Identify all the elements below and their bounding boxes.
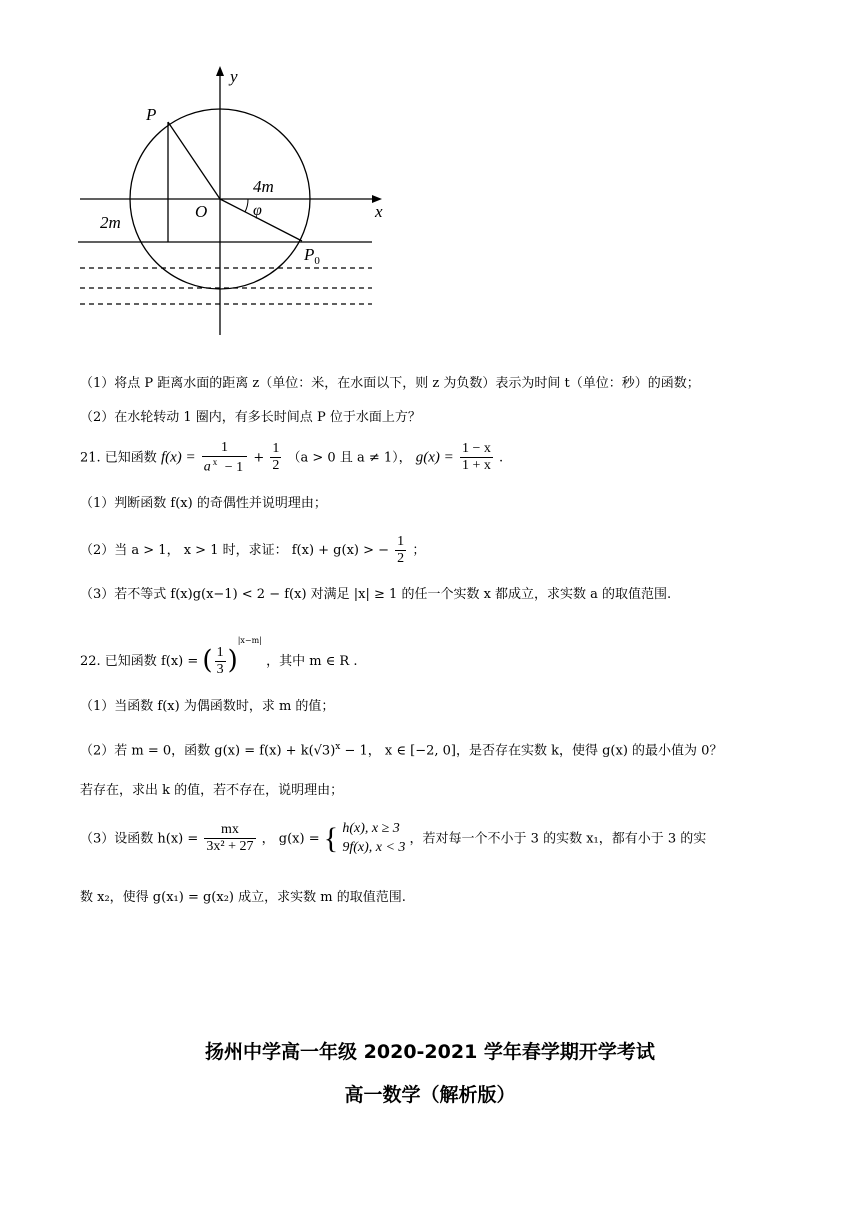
q21-part2-num: 1: [395, 534, 406, 551]
q22-case1: h(x), x ≥ 3: [342, 821, 400, 836]
q22-part2a-sup: x: [335, 742, 341, 752]
q22-part1: （1）当函数 f(x) 为偶函数时，求 m 的值；: [80, 699, 335, 714]
water-wheel-figure: [70, 60, 390, 345]
label-2m: 2m: [100, 213, 121, 232]
label-y: y: [230, 67, 238, 86]
q22-statement: 22. 已知函数 f(x) = ( $\frac{1}{3}$ )$^{|x-m|}$ ，其中 m ∈ R .: [80, 636, 358, 677]
q22-base-num: 1: [215, 645, 226, 662]
q22-part2b: − 1， x ∈ [−2, 0]，是否存在实数 k，使得 g(x) 的最小值为 0？: [340, 743, 723, 759]
q22-cases: [342, 820, 405, 858]
label-x: x: [375, 202, 383, 221]
q21-g-lhs: g(x) =: [415, 449, 454, 466]
q21-intro: 21. 已知函数: [80, 450, 157, 466]
q21-part2-text: （2）当 a > 1， x > 1 时，求证： f(x) + g(x) > −: [80, 543, 390, 559]
label-o: O: [195, 202, 208, 221]
q21-g-num: 1 − x: [460, 441, 493, 458]
label-phi: φ: [253, 202, 262, 219]
q21-plus: +: [253, 450, 265, 466]
y-axis-arrow: [216, 66, 224, 76]
exam-heading-line2: 高一数学（解析版）: [344, 1084, 516, 1106]
angle-arc: [245, 199, 248, 212]
q20-part2: （2）在水轮转动 1 圈内，有多长时间点 P 位于水面上方？: [80, 410, 421, 425]
q21-statement: [80, 440, 503, 476]
q22-part3-line1: [80, 820, 706, 858]
radius-op: [168, 122, 220, 199]
q22-tail: ，其中 m ∈ R .: [266, 654, 358, 669]
q22-part2-line1: [80, 742, 722, 760]
q21-g-frac: [460, 441, 493, 474]
label-p: P: [146, 105, 157, 124]
q21-condition: （a > 0 且 a ≠ 1），: [287, 450, 412, 466]
q22-brace: {: [323, 821, 339, 855]
q22-part3b: ，若对每一个不小于 3 的实数 x₁，都有小于 3 的实: [409, 831, 707, 847]
q22-part2-line2: 若存在，求出 k 的值，若不存在，说明理由；: [80, 783, 344, 798]
exam-heading-line1: 扬州中学高一年级 2020-2021 学年春学期开学考试: [205, 1041, 655, 1063]
q21-part1: （1）判断函数 f(x) 的奇偶性并说明理由；: [80, 496, 327, 511]
q22-part2a: （2）若 m = 0，函数 g(x) = f(x) + k(√3): [80, 743, 336, 759]
q22-base-frac: [215, 645, 226, 678]
q21-part3: （3）若不等式 f(x)g(x−1) < 2 − f(x) 对满足 |x| ≥ 1 的任一个实数 x 都成立，求实数 a 的取值范围.: [80, 587, 672, 602]
q22-h-frac: [204, 822, 255, 855]
q22-base-den: 3: [216, 662, 224, 677]
q22-intro: 22. 已知函数 f(x) =: [80, 654, 199, 669]
q22-case2: 9f(x), x < 3: [342, 839, 406, 855]
q21-part2: [80, 534, 425, 567]
q21-end: .: [499, 450, 504, 466]
q21-f-lhs: f(x) =: [160, 449, 196, 466]
q21-frac1-den: a $^x$ − 1: [203, 457, 244, 475]
q21-g-den: 1 + x: [461, 458, 491, 474]
q22-part3-line2: 数 x₂，使得 g(x₁) = g(x₂) 成立，求实数 m 的取值范围.: [80, 890, 406, 905]
q20-part1: （1）将点 P 距离水面的距离 z（单位：米，在水面以下，则 z 为负数）表示为时间 t（单位：秒）的函数；: [80, 376, 700, 391]
q22-h-num: mx: [204, 822, 255, 839]
q21-frac1-num: 1: [202, 440, 247, 457]
q22-part3a: （3）设函数 h(x) =: [80, 831, 199, 847]
q21-frac1: [202, 440, 247, 476]
q21-part2-den: 2: [397, 551, 405, 567]
q22-part3-g: ， g(x) =: [261, 831, 320, 847]
q22-exponent: |x−m|: [237, 636, 262, 645]
q21-part2-end: ；: [412, 543, 426, 559]
q21-frac2-num: 1: [270, 441, 281, 458]
label-p0: $P_0$: [304, 245, 320, 267]
q21-frac2-den: 2: [272, 458, 280, 474]
q21-frac2: [270, 441, 281, 474]
label-4m: 4m: [253, 177, 274, 196]
q21-part2-frac: [395, 534, 406, 567]
q22-h-den: 3x² + 27: [206, 839, 254, 855]
